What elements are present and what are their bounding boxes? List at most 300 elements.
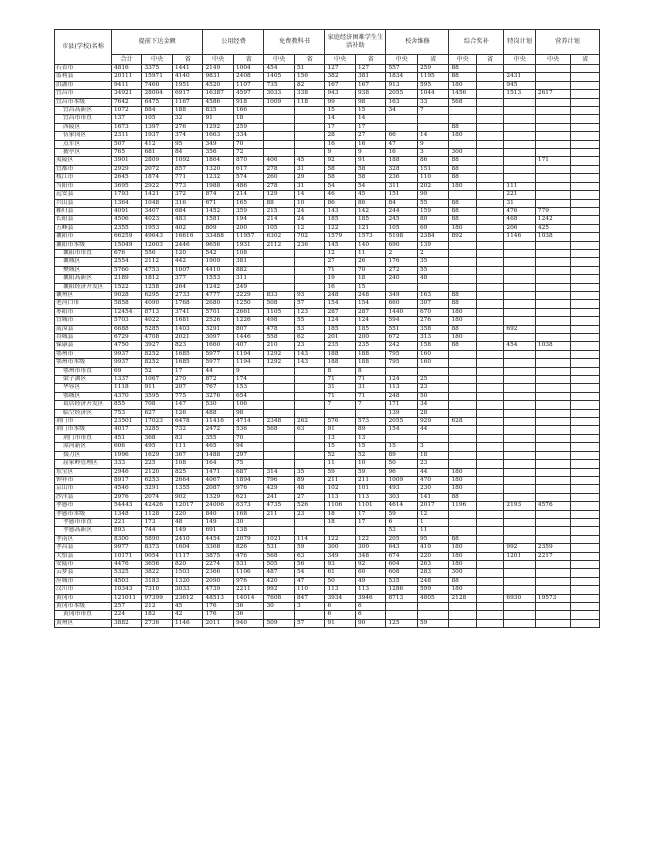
county-name-cell: 点军区	[55, 140, 112, 148]
value-cell	[449, 359, 476, 367]
table-row	[55, 502, 600, 510]
value-cell	[476, 502, 503, 510]
value-cell	[504, 493, 536, 501]
value-cell	[504, 107, 536, 115]
value-cell: 240	[386, 275, 418, 283]
value-cell: 245	[386, 216, 418, 224]
value-cell	[504, 434, 536, 442]
value-cell	[571, 182, 600, 190]
value-cell: 36	[233, 611, 264, 619]
value-cell	[264, 392, 295, 400]
county-name-cell: 老河口市	[55, 300, 112, 308]
value-cell: 8373	[233, 502, 264, 510]
value-cell: 6930	[504, 594, 536, 602]
value-cell: 165	[233, 199, 264, 207]
value-cell: 249	[233, 283, 264, 291]
value-cell	[504, 367, 536, 375]
value-cell	[476, 207, 503, 215]
value-cell	[571, 325, 600, 333]
value-cell: 4023	[142, 216, 173, 224]
value-cell	[294, 518, 325, 526]
value-cell: 823	[172, 342, 203, 350]
value-cell: 151	[417, 165, 449, 173]
group-header-free-textbooks: 免费教科书	[264, 30, 325, 55]
value-cell	[476, 476, 503, 484]
county-name-cell: 屈家岭管理区	[55, 460, 112, 468]
value-cell	[476, 98, 503, 106]
value-cell: 6	[355, 611, 386, 619]
value-cell: 297	[233, 451, 264, 459]
value-cell: 248	[417, 577, 449, 585]
value-cell: 211	[355, 476, 386, 484]
value-cell: 3	[294, 603, 325, 611]
value-cell: 16	[325, 283, 356, 291]
value-cell	[571, 342, 600, 350]
value-cell: 1397	[142, 123, 173, 131]
value-cell: 180	[449, 544, 476, 552]
value-cell: 200	[233, 224, 264, 232]
value-cell	[386, 434, 418, 442]
value-cell	[476, 233, 503, 241]
value-cell: 49643	[142, 233, 173, 241]
sub-header-cell: 省	[571, 55, 600, 65]
value-cell	[504, 275, 536, 283]
value-cell: 27	[325, 258, 356, 266]
value-cell	[476, 493, 503, 501]
value-cell	[294, 275, 325, 283]
value-cell: 141	[417, 493, 449, 501]
value-cell	[504, 115, 536, 123]
value-cell	[504, 65, 536, 73]
value-cell: 382	[325, 73, 356, 81]
value-cell	[504, 258, 536, 266]
value-cell: 24	[294, 216, 325, 224]
value-cell	[535, 426, 571, 434]
value-cell	[535, 81, 571, 89]
table-row	[55, 577, 600, 585]
group-header-living-subsidy: 家庭经济困难学生生活补助	[325, 30, 386, 55]
value-cell: 287	[325, 308, 356, 316]
value-cell	[504, 619, 536, 627]
value-cell: 4090	[142, 300, 173, 308]
value-cell: 702	[294, 233, 325, 241]
value-cell: 48	[172, 518, 203, 526]
value-cell: 478	[264, 325, 295, 333]
table-body	[55, 65, 600, 628]
value-cell: 90	[355, 619, 386, 627]
value-cell: 10171	[111, 552, 142, 560]
value-cell: 270	[172, 376, 203, 384]
value-cell	[476, 73, 503, 81]
sub-header-cell: 省	[172, 55, 203, 65]
value-cell: 495	[142, 443, 173, 451]
value-cell: 180	[449, 81, 476, 89]
value-cell: 50	[417, 392, 449, 400]
value-cell: 1579	[325, 233, 356, 241]
value-cell: 16387	[203, 90, 234, 98]
value-cell: 6729	[111, 334, 142, 342]
sub-header-cell: 中央	[142, 55, 173, 65]
value-cell: 9937	[111, 359, 142, 367]
value-cell: 225	[142, 460, 173, 468]
value-cell: 753	[111, 409, 142, 417]
value-cell: 1456	[449, 90, 476, 98]
value-cell: 1146	[172, 619, 203, 627]
county-name-cell: 掇刀区	[55, 451, 112, 459]
table-row	[55, 535, 600, 543]
value-cell: 4370	[111, 392, 142, 400]
value-cell: 372	[172, 191, 203, 199]
value-cell: 3033	[264, 90, 295, 98]
value-cell: 42426	[142, 502, 173, 510]
value-cell	[571, 493, 600, 501]
value-cell	[476, 552, 503, 560]
value-cell: 17	[355, 510, 386, 518]
value-cell	[476, 291, 503, 299]
value-cell: 156	[294, 73, 325, 81]
value-cell	[476, 586, 503, 594]
value-cell	[535, 535, 571, 543]
value-cell	[571, 275, 600, 283]
value-cell	[264, 149, 295, 157]
group-header-special-post: 特岗计划	[504, 30, 536, 55]
value-cell: 857	[172, 165, 203, 173]
value-cell: 30	[264, 603, 295, 611]
value-cell	[504, 174, 536, 182]
table-row	[55, 569, 600, 577]
table-row	[55, 216, 600, 224]
table-row	[55, 334, 600, 342]
value-cell: 28	[417, 409, 449, 417]
value-cell	[571, 418, 600, 426]
value-cell: 211	[264, 510, 295, 518]
value-cell: 259	[233, 123, 264, 131]
value-cell: 1681	[172, 317, 203, 325]
table-row	[55, 308, 600, 316]
value-cell: 278	[264, 165, 295, 173]
value-cell: 23612	[172, 594, 203, 602]
value-cell: 276	[417, 317, 449, 325]
value-cell	[294, 376, 325, 384]
value-cell	[476, 65, 503, 73]
value-cell: 1021	[264, 535, 295, 543]
table-row	[55, 233, 600, 241]
value-cell: 621	[233, 493, 264, 501]
value-cell: 88	[449, 199, 476, 207]
value-cell: 2554	[111, 258, 142, 266]
value-cell	[476, 560, 503, 568]
table-row	[55, 107, 600, 115]
value-cell	[535, 258, 571, 266]
value-cell	[535, 199, 571, 207]
value-cell: 6475	[142, 98, 173, 106]
value-cell	[571, 367, 600, 375]
value-cell	[325, 409, 356, 417]
county-name-cell: 黄冈市	[55, 594, 112, 602]
value-cell: 127	[325, 65, 356, 73]
value-cell: 108	[233, 249, 264, 257]
value-cell: 2680	[203, 300, 234, 308]
county-name-cell: 临空经济区	[55, 409, 112, 417]
value-cell: 5285	[142, 325, 173, 333]
value-cell	[535, 392, 571, 400]
value-cell: 542	[203, 249, 234, 257]
value-cell	[504, 443, 536, 451]
table-row	[55, 468, 600, 476]
value-cell: 1195	[417, 73, 449, 81]
value-cell	[571, 334, 600, 342]
value-cell: 5701	[203, 308, 234, 316]
value-cell: 505	[264, 560, 295, 568]
value-cell	[571, 359, 600, 367]
value-cell	[535, 182, 571, 190]
county-name-cell: 宜昌市市直	[55, 115, 112, 123]
value-cell: 151	[386, 191, 418, 199]
value-cell: 2355	[111, 224, 142, 232]
value-cell: 1364	[111, 199, 142, 207]
value-cell: 13	[355, 434, 386, 442]
value-cell	[535, 165, 571, 173]
value-cell: 202	[417, 182, 449, 190]
value-cell: 34921	[111, 90, 142, 98]
value-cell: 9831	[203, 73, 234, 81]
value-cell	[504, 140, 536, 148]
value-cell: 180	[449, 224, 476, 232]
value-cell: 17	[325, 123, 356, 131]
county-name-cell: 梁子湖区	[55, 376, 112, 384]
value-cell: 114	[294, 535, 325, 543]
value-cell	[571, 258, 600, 266]
county-name-cell: 宜都市	[55, 165, 112, 173]
value-cell	[264, 401, 295, 409]
value-cell	[571, 283, 600, 291]
value-cell: 1951	[172, 81, 203, 89]
value-cell: 15971	[142, 73, 173, 81]
value-cell: 89	[355, 426, 386, 434]
value-cell	[571, 224, 600, 232]
value-cell: 56	[294, 560, 325, 568]
value-cell: 51	[294, 65, 325, 73]
value-cell: 1044	[417, 90, 449, 98]
value-cell: 137	[111, 115, 142, 123]
value-cell: 42	[172, 611, 203, 619]
county-name-cell: 鄂城区	[55, 392, 112, 400]
value-cell	[535, 577, 571, 585]
value-cell	[571, 535, 600, 543]
value-cell: 2229	[233, 291, 264, 299]
value-cell: 29	[294, 174, 325, 182]
value-cell	[571, 199, 600, 207]
value-cell	[571, 611, 600, 619]
value-cell: 2929	[111, 165, 142, 173]
table-row	[55, 392, 600, 400]
table-row	[55, 603, 600, 611]
value-cell	[264, 384, 295, 392]
value-cell: 120	[172, 249, 203, 257]
value-cell: 1004	[233, 65, 264, 73]
value-cell: 412	[142, 140, 173, 148]
value-cell: 283	[417, 569, 449, 577]
value-cell	[571, 426, 600, 434]
value-cell: 2074	[142, 493, 173, 501]
value-cell: 3291	[142, 485, 173, 493]
value-cell: 66	[386, 132, 418, 140]
value-cell: 358	[417, 325, 449, 333]
value-cell: 442	[172, 258, 203, 266]
value-cell: 32	[172, 115, 203, 123]
county-name-cell: 宜昌高新区	[55, 107, 112, 115]
value-cell: 872	[203, 376, 234, 384]
value-cell: 45	[172, 603, 203, 611]
value-cell: 3033	[172, 586, 203, 594]
value-cell	[535, 518, 571, 526]
county-name-cell: 枝江市	[55, 174, 112, 182]
value-cell: 300	[449, 569, 476, 577]
value-cell: 10343	[111, 586, 142, 594]
table-row	[55, 493, 600, 501]
value-cell: 185	[355, 216, 386, 224]
value-cell	[571, 443, 600, 451]
table-row	[55, 418, 600, 426]
value-cell: 180	[449, 132, 476, 140]
county-name-cell: 荆门市	[55, 418, 112, 426]
table-row	[55, 586, 600, 594]
value-cell: 180	[449, 182, 476, 190]
value-cell	[535, 418, 571, 426]
value-cell	[449, 376, 476, 384]
value-cell: 1355	[172, 485, 203, 493]
value-cell: 676	[111, 249, 142, 257]
value-cell: 4753	[142, 266, 173, 274]
value-cell	[294, 115, 325, 123]
value-cell	[264, 249, 295, 257]
value-cell	[571, 157, 600, 165]
value-cell: 2645	[111, 174, 142, 182]
value-cell: 1604	[172, 544, 203, 552]
table-row	[55, 409, 600, 417]
county-name-cell: 孝南区	[55, 535, 112, 543]
value-cell	[504, 376, 536, 384]
value-cell: 230	[417, 485, 449, 493]
value-cell: 154	[386, 426, 418, 434]
value-cell: 4816	[111, 65, 142, 73]
value-cell: 9937	[111, 350, 142, 358]
value-cell: 9	[355, 149, 386, 157]
value-cell	[264, 283, 295, 291]
value-cell: 6917	[172, 90, 203, 98]
value-cell: 1329	[203, 493, 234, 501]
value-cell	[476, 376, 503, 384]
value-cell: 4476	[111, 560, 142, 568]
value-cell: 1581	[203, 216, 234, 224]
value-cell	[355, 409, 386, 417]
value-cell	[535, 308, 571, 316]
value-cell: 211	[325, 476, 356, 484]
value-cell: 244	[386, 207, 418, 215]
value-cell	[535, 384, 571, 392]
value-cell	[264, 451, 295, 459]
table-row	[55, 140, 600, 148]
value-cell	[504, 527, 536, 535]
value-cell	[476, 527, 503, 535]
table-row	[55, 249, 600, 257]
value-cell: 594	[386, 317, 418, 325]
table-row	[55, 359, 600, 367]
value-cell: 143	[294, 350, 325, 358]
value-cell: 4597	[233, 90, 264, 98]
value-cell: 59	[294, 544, 325, 552]
value-cell: 3291	[203, 325, 234, 333]
value-cell: 52	[142, 367, 173, 375]
value-cell: 88	[449, 174, 476, 182]
value-cell: 88	[449, 216, 476, 224]
table-row	[55, 65, 600, 73]
value-cell: 19573	[535, 594, 571, 602]
table-row	[55, 619, 600, 627]
value-cell: 1106	[325, 502, 356, 510]
value-cell	[535, 586, 571, 594]
value-cell: 113	[325, 493, 356, 501]
value-cell	[264, 107, 295, 115]
value-cell	[476, 510, 503, 518]
value-cell	[571, 98, 600, 106]
county-name-cell: 襄阳市本级	[55, 241, 112, 249]
value-cell: 72	[233, 149, 264, 157]
value-cell: 129	[264, 191, 295, 199]
value-cell: 110	[294, 586, 325, 594]
value-cell: 180	[449, 468, 476, 476]
sub-header-cell: 省	[233, 55, 264, 65]
value-cell	[476, 325, 503, 333]
value-cell	[264, 258, 295, 266]
value-cell: 63	[294, 426, 325, 434]
value-cell	[504, 157, 536, 165]
value-cell	[504, 586, 536, 594]
value-cell	[449, 191, 476, 199]
value-cell: 1242	[203, 283, 234, 291]
table-row	[55, 434, 600, 442]
value-cell: 779	[535, 207, 571, 215]
value-cell: 349	[386, 291, 418, 299]
value-cell: 14	[355, 115, 386, 123]
value-cell: 185	[325, 325, 356, 333]
value-cell: 884	[142, 107, 173, 115]
value-cell	[535, 434, 571, 442]
value-cell: 71	[355, 376, 386, 384]
value-cell: 681	[142, 149, 173, 157]
value-cell	[571, 468, 600, 476]
value-cell: 48	[294, 485, 325, 493]
value-cell	[476, 132, 503, 140]
value-cell	[476, 485, 503, 493]
value-cell: 1118	[111, 384, 142, 392]
value-cell: 314	[264, 468, 295, 476]
value-cell: 355	[203, 434, 234, 442]
value-cell	[449, 527, 476, 535]
value-cell	[449, 443, 476, 451]
value-cell: 595	[417, 81, 449, 89]
value-cell: 1685	[172, 350, 203, 358]
value-cell: 50	[386, 460, 418, 468]
value-cell: 2017	[417, 502, 449, 510]
value-cell: 180	[449, 586, 476, 594]
table-row	[55, 291, 600, 299]
value-cell: 1196	[449, 502, 476, 510]
value-cell	[504, 392, 536, 400]
table-header	[55, 30, 600, 65]
county-name-cell: 秭归县	[55, 207, 112, 215]
value-cell: 2120	[142, 468, 173, 476]
